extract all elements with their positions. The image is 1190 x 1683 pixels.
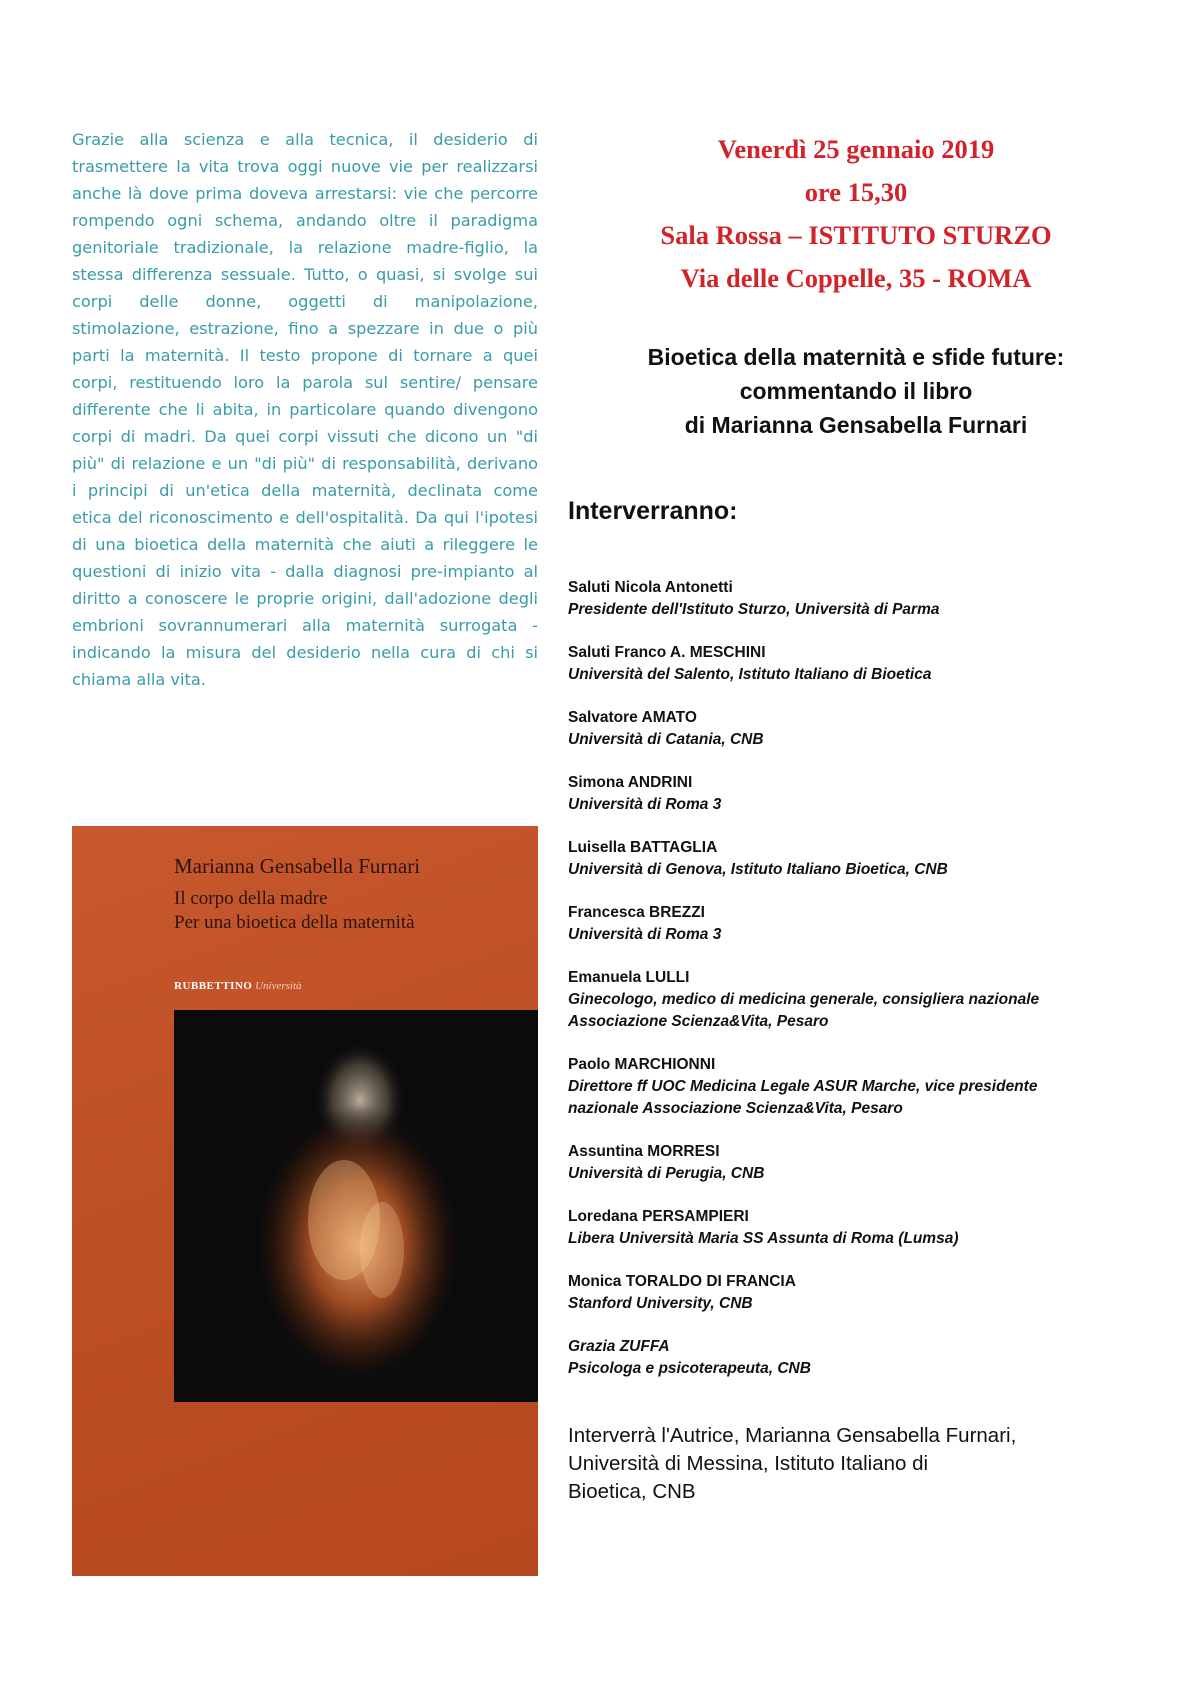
- speaker-affiliation: [568, 599, 1148, 621]
- closing-line: Interverrà l'Autrice, Marianna Gensabella Furnari,: [568, 1424, 1017, 1447]
- publisher-series: Università: [255, 980, 302, 992]
- speaker-affiliation: [568, 1228, 1148, 1250]
- speaker-affiliation-line: Università di Perugia, CNB: [568, 1165, 765, 1182]
- speaker-affiliation: [568, 924, 1148, 946]
- speaker-affiliation-line: Università del Salento, Istituto Italiano di Bioetica: [568, 666, 932, 683]
- book-description: Grazie alla scienza e alla tecnica, il desiderio di trasmettere la vita trova oggi nuove vie per realizzarsi anche là dove prima doveva arrestarsi: vie che percorre rompendo ogni schema, andando oltre il paradigma genitoriale tradizionale, la relazione madre-figlio, la stessa differenza sessuale. Tutto, o quasi, si svolge sui corpi delle donne, oggetti di manipolazione, stimolazione, estrazione, fino a spezzare in due o più parti la maternità. Il testo propone di tornare a quei corpi, restituendo loro la parola sul sentire/ pensare differente che li abita, in particolare quando divengono corpi di madri. Da quei corpi vissuti che dicono un "di più" di relazione e un "di più" di responsabilità, derivano i principi di un'etica della maternità, declinata come etica del riconoscimento e dell'ospitalità. Da qui l'ipotesi di una bioetica della maternità che aiuti a rileggere le questioni di inizio vita - dalla diagnosi pre-impianto al diritto a conoscere le proprie origini, dall'adozione degli embrioni sovrannumerari alla maternità surrogata - indicando la misura del desiderio nella cura di chi si chiama alla vita.: [72, 130, 538, 689]
- speaker-name: Grazia ZUFFA: [568, 1338, 670, 1355]
- speaker-affiliation-line: Direttore ff UOC Medicina Legale ASUR Marche, vice presidente: [568, 1078, 1038, 1095]
- speaker-name: Simona ANDRINI: [568, 774, 693, 791]
- event-title-line: Bioetica della maternità e sfide future:: [647, 344, 1065, 370]
- book-cover-title: Il corpo della madre: [174, 888, 328, 909]
- speaker-name: Luisella BATTAGLIA: [568, 839, 718, 856]
- speaker-item: [568, 642, 1148, 686]
- speaker-affiliation-line: Libera Università Maria SS Assunta di Roma (Lumsa): [568, 1230, 959, 1247]
- speaker-name: Saluti Franco A. MESCHINI: [568, 644, 766, 661]
- speaker-affiliation: [568, 859, 1148, 881]
- book-cover-publisher: [174, 980, 302, 992]
- speaker-affiliation-line: Psicologa e psicoterapeuta, CNB: [568, 1360, 811, 1377]
- speaker-item: [568, 902, 1148, 946]
- speaker-affiliation-line: Università di Roma 3: [568, 796, 722, 813]
- event-title-line: commentando il libro: [739, 378, 973, 404]
- speaker-name: Emanuela LULLI: [568, 969, 690, 986]
- speaker-name: Saluti Nicola Antonetti: [568, 579, 733, 596]
- speaker-affiliation-line: nazionale Associazione Scienza&Vita, Pesaro: [568, 1100, 903, 1117]
- speaker-item: [568, 772, 1148, 816]
- speaker-affiliation-line: Presidente dell'Istituto Sturzo, Università di Parma: [568, 601, 940, 618]
- event-title: [576, 340, 1136, 442]
- speaker-item: [568, 1054, 1148, 1120]
- speaker-item: [568, 967, 1148, 1033]
- speaker-item: [568, 707, 1148, 751]
- book-cover-image: [174, 1010, 538, 1402]
- speaker-affiliation: [568, 989, 1148, 1033]
- speaker-affiliation-line: Università di Genova, Istituto Italiano Bioetica, CNB: [568, 861, 948, 878]
- speaker-name: Loredana PERSAMPIERI: [568, 1208, 749, 1225]
- speaker-item: [568, 1336, 1148, 1380]
- speaker-item: [568, 577, 1148, 621]
- closing-note: [568, 1422, 1128, 1506]
- speaker-name: Francesca BREZZI: [568, 904, 705, 921]
- speaker-name: Monica TORALDO DI FRANCIA: [568, 1273, 796, 1290]
- event-title-line: di Marianna Gensabella Furnari: [684, 412, 1028, 438]
- speaker-item: [568, 1141, 1148, 1185]
- publisher-name: RUBBETTINO: [174, 980, 253, 992]
- event-time: ore 15,30: [804, 177, 908, 207]
- speaker-affiliation: [568, 1076, 1148, 1120]
- speaker-name: Salvatore AMATO: [568, 709, 697, 726]
- speaker-affiliation-line: Università di Roma 3: [568, 926, 722, 943]
- speakers-heading: Interverranno:: [568, 497, 738, 525]
- speaker-affiliation: [568, 729, 1148, 751]
- book-cover-author: Marianna Gensabella Furnari: [174, 854, 421, 878]
- speaker-affiliation: [568, 1163, 1148, 1185]
- closing-line: Università di Messina, Istituto Italiano di: [568, 1452, 929, 1475]
- speaker-affiliation: [568, 1358, 1148, 1380]
- book-cover-subtitle: Per una bioetica della maternità: [174, 912, 415, 933]
- speaker-affiliation-line: Stanford University, CNB: [568, 1295, 753, 1312]
- speaker-name: Assuntina MORRESI: [568, 1143, 720, 1160]
- speaker-name: Paolo MARCHIONNI: [568, 1056, 716, 1073]
- speaker-item: [568, 1271, 1148, 1315]
- event-venue: Sala Rossa – ISTITUTO STURZO: [660, 220, 1052, 250]
- event-details: [576, 128, 1136, 300]
- book-cover: [72, 826, 538, 1576]
- speaker-affiliation-line: Università di Catania, CNB: [568, 731, 764, 748]
- speaker-item: [568, 1206, 1148, 1250]
- speakers-list: [568, 577, 1148, 1401]
- speaker-affiliation: [568, 794, 1148, 816]
- closing-line: Bioetica, CNB: [568, 1480, 696, 1503]
- speaker-affiliation-line: Associazione Scienza&Vita, Pesaro: [568, 1013, 829, 1030]
- event-address: Via delle Coppelle, 35 - ROMA: [680, 263, 1032, 293]
- back-figure-image: [174, 1010, 538, 1402]
- speaker-affiliation: [568, 1293, 1148, 1315]
- speaker-affiliation-line: Ginecologo, medico di medicina generale, consigliera nazionale: [568, 991, 1040, 1008]
- event-date: Venerdì 25 gennaio 2019: [717, 134, 995, 164]
- speaker-item: [568, 837, 1148, 881]
- speaker-affiliation: [568, 664, 1148, 686]
